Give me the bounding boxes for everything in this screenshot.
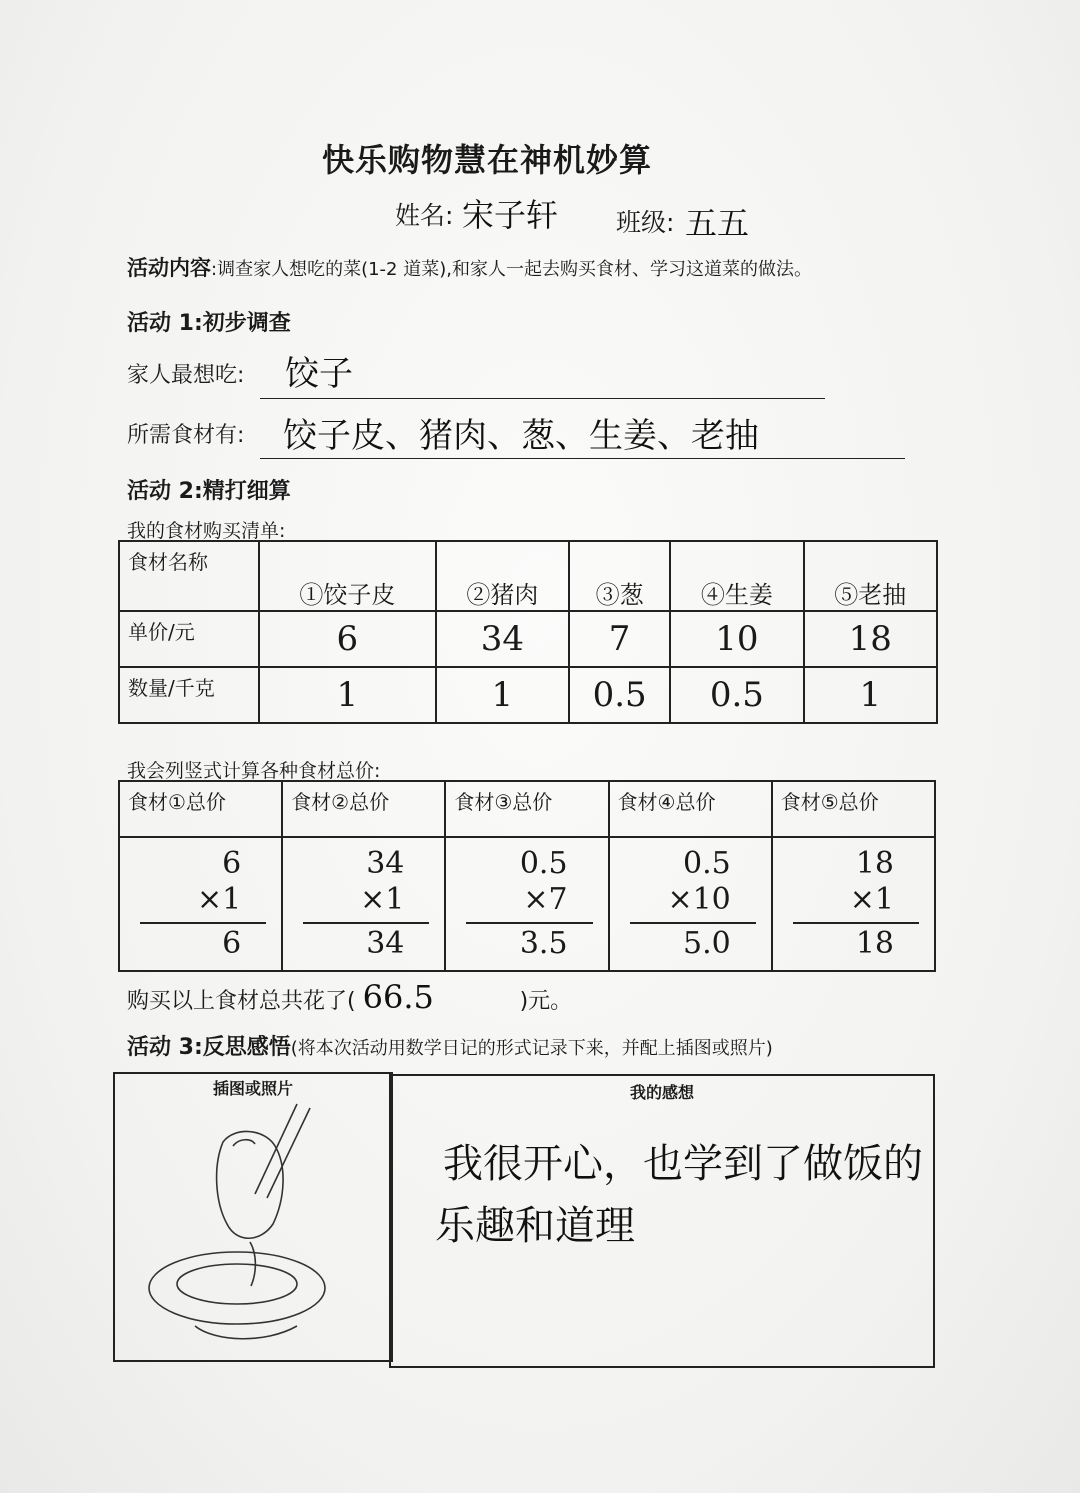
- calc-line: [630, 922, 756, 924]
- calc-result: 6: [222, 926, 242, 961]
- item-price: 18: [804, 611, 937, 667]
- purchase-list-caption: 我的食材购买清单:: [127, 520, 286, 542]
- table-row: [119, 541, 937, 611]
- calc-line: [140, 922, 266, 924]
- calc-top: 6: [222, 846, 242, 881]
- item-name: ①饺子皮: [259, 541, 436, 611]
- calc-cell: [119, 837, 282, 971]
- calc-result: 5.0: [683, 926, 731, 961]
- calc-mul: ×7: [523, 882, 568, 917]
- row-label-qty: 数量/千克: [119, 667, 259, 723]
- calc-header: 食材③总价: [445, 781, 608, 837]
- ingredients-value: 饺子皮、猪肉、葱、生姜、老抽: [283, 416, 759, 456]
- total-prefix: 购买以上食材总共花了(: [127, 989, 356, 1014]
- class-value: 五五: [685, 204, 750, 242]
- calc-result: 18: [855, 926, 894, 961]
- calc-header: 食材②总价: [282, 781, 445, 837]
- ingredients-underline: [260, 458, 905, 459]
- calc-header: 食材④总价: [609, 781, 772, 837]
- dish-underline: [260, 398, 825, 399]
- row-label-price: 单价/元: [119, 611, 259, 667]
- activity-content-text: :调查家人想吃的菜(1-2 道菜),和家人一起去购买食材、学习这道菜的做法。: [211, 259, 812, 280]
- total-line: [127, 978, 572, 1016]
- class-label: 班级:: [616, 208, 675, 237]
- row-label-name: 食材名称: [119, 541, 259, 611]
- item-price: 7: [569, 611, 670, 667]
- calc-line: [793, 922, 919, 924]
- feelings-label: 我的感想: [629, 1083, 694, 1102]
- item-name: ③葱: [569, 541, 670, 611]
- calc-cell: [282, 837, 445, 971]
- item-qty: 1: [259, 667, 436, 723]
- total-value: 66.5: [362, 978, 434, 1016]
- activity-content-label: 活动内容: [127, 256, 211, 280]
- name-value: 宋子轩: [462, 196, 559, 234]
- name-label: 姓名:: [395, 201, 454, 230]
- item-name: ④生姜: [670, 541, 803, 611]
- calc-cell: [772, 837, 935, 971]
- calc-top: 0.5: [519, 846, 568, 881]
- calc-result: 34: [366, 926, 405, 961]
- item-price: 10: [670, 611, 803, 667]
- item-qty: 1: [804, 667, 937, 723]
- purchase-table: [118, 540, 938, 724]
- item-qty: 0.5: [569, 667, 670, 723]
- table-row: [119, 611, 937, 667]
- calc-header: 食材⑤总价: [772, 781, 935, 837]
- activity2-heading: 活动 2:精打细算: [127, 479, 291, 504]
- table-row: [119, 837, 935, 971]
- activity3-heading: 活动 3:反思感悟: [127, 1035, 291, 1060]
- worksheet-title: 快乐购物慧在神机妙算: [322, 141, 653, 179]
- item-qty: 1: [436, 667, 569, 723]
- feelings-line-1: 我很开心，也学到了做饭的: [443, 1141, 923, 1187]
- calc-result: 3.5: [519, 926, 568, 961]
- calc-table: [118, 780, 936, 972]
- activity-content: [127, 252, 812, 282]
- item-name: ⑤老抽: [804, 541, 937, 611]
- calc-top: 34: [366, 846, 405, 881]
- calc-mul: ×10: [667, 882, 731, 917]
- calc-caption: 我会列竖式计算各种食材总价:: [127, 760, 381, 782]
- table-row: [119, 781, 935, 837]
- calc-cell: [445, 837, 608, 971]
- calc-line: [303, 922, 429, 924]
- dish-value: 饺子: [285, 354, 353, 394]
- item-name: ②猪肉: [436, 541, 569, 611]
- calc-line: [466, 922, 592, 924]
- calc-mul: ×1: [360, 882, 405, 917]
- feelings-line-2: 乐趣和道理: [435, 1203, 635, 1249]
- total-suffix: )元。: [519, 989, 573, 1014]
- activity3-heading-line: [127, 1030, 773, 1061]
- calc-top: 18: [855, 846, 894, 881]
- calc-mul: ×1: [196, 882, 242, 917]
- activity3-note: (将本次活动用数学日记的形式记录下来，并配上插图或照片): [290, 1038, 773, 1059]
- calc-top: 0.5: [683, 846, 731, 881]
- calc-header: 食材①总价: [119, 781, 282, 837]
- ingredients-label: 所需食材有:: [127, 423, 245, 448]
- feelings-box: [389, 1074, 935, 1368]
- picture-label: 插图或照片: [212, 1079, 293, 1098]
- picture-box: [113, 1072, 393, 1362]
- item-price: 34: [436, 611, 569, 667]
- activity1-heading: 活动 1:初步调查: [127, 311, 291, 336]
- item-qty: 0.5: [670, 667, 803, 723]
- calc-cell: [609, 837, 772, 971]
- table-row: [119, 667, 937, 723]
- dumpling-drawing: [115, 1074, 391, 1360]
- dish-label: 家人最想吃:: [127, 363, 245, 388]
- calc-mul: ×1: [849, 882, 894, 917]
- item-price: 6: [259, 611, 436, 667]
